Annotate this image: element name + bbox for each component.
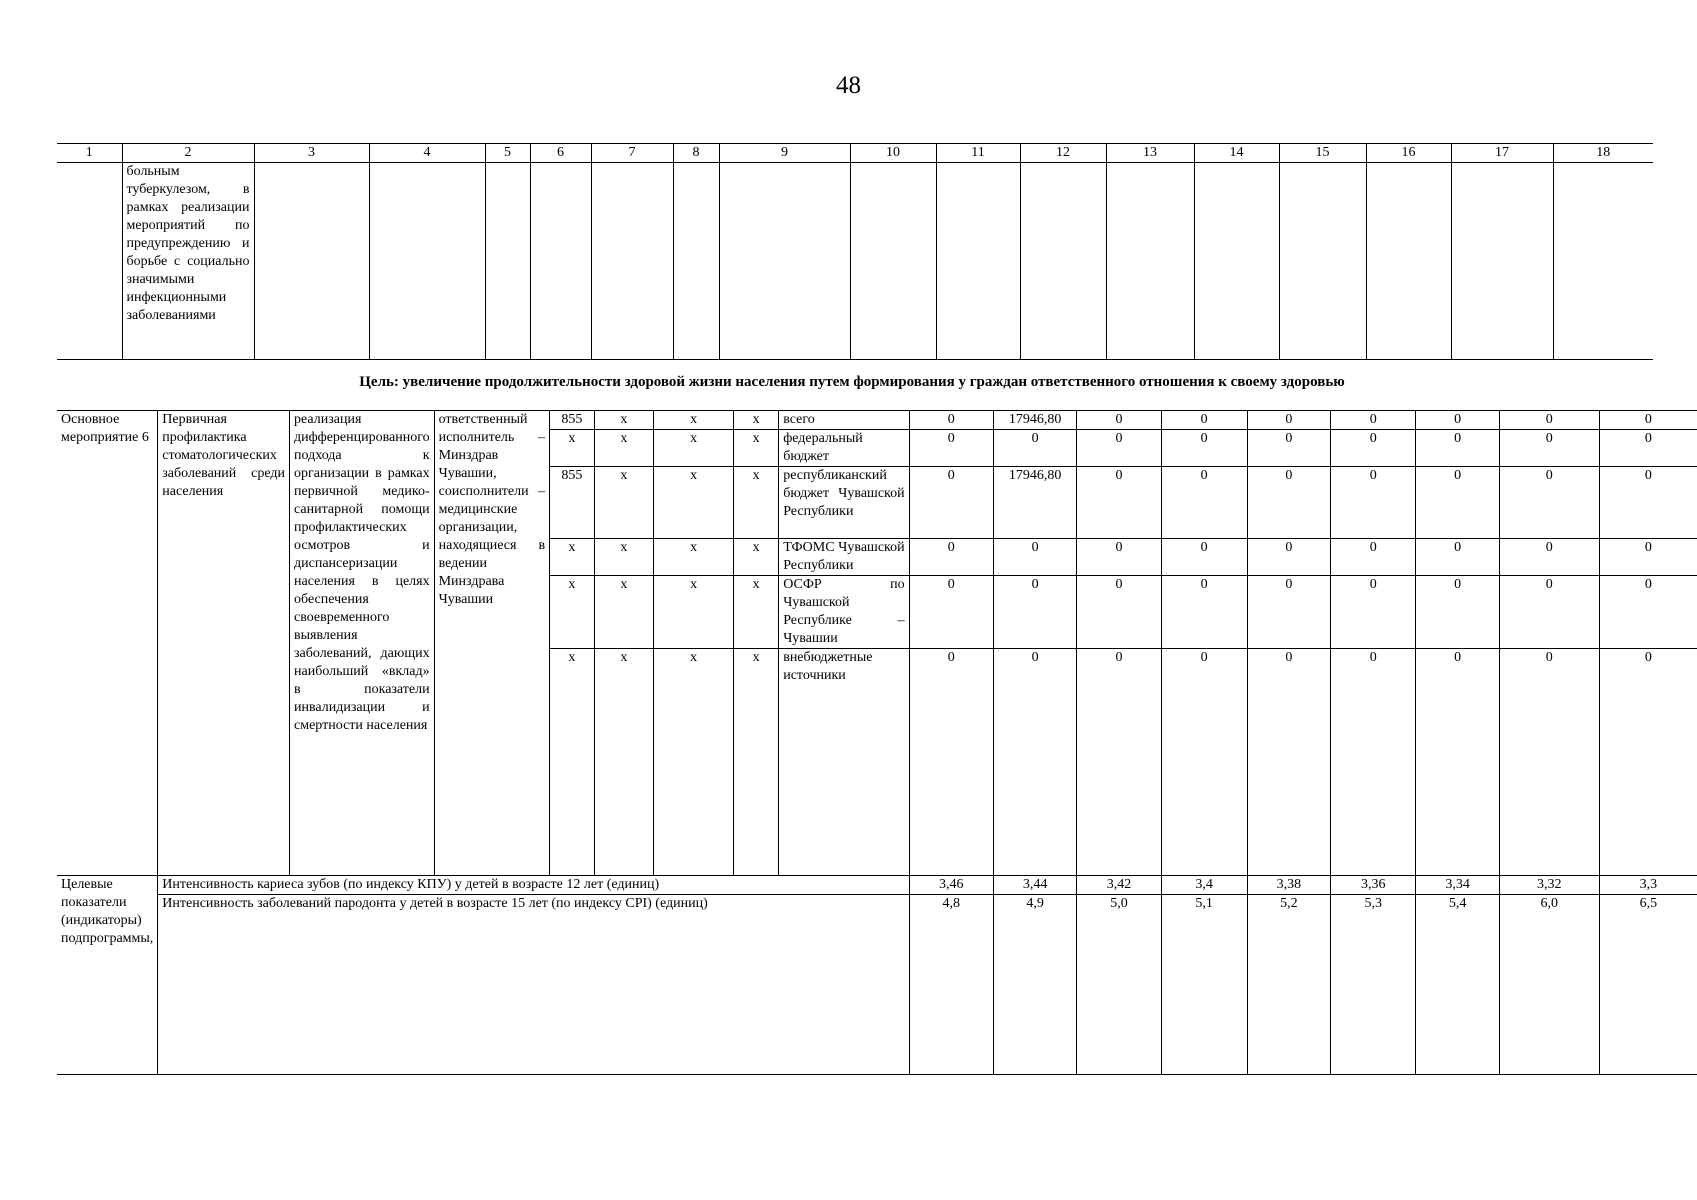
value-cell: 0 <box>1247 430 1330 467</box>
event-name: Основное мероприятие 6 <box>57 411 158 876</box>
value-cell: 0 <box>909 430 993 467</box>
header-cell: 7 <box>591 144 673 163</box>
funding-row <box>57 411 1697 430</box>
code-cell: х <box>594 649 654 876</box>
value-cell: 0 <box>1331 576 1416 649</box>
indicator-value: 5,4 <box>1416 895 1499 1075</box>
continuation-table <box>57 143 1653 360</box>
column-number-row <box>57 144 1653 163</box>
value-cell: 0 <box>1416 430 1499 467</box>
code-cell: х <box>654 411 734 430</box>
indicator-value: 3,44 <box>993 876 1076 895</box>
value-cell: 0 <box>1499 576 1599 649</box>
code-cell: х <box>734 467 779 539</box>
value-cell: 0 <box>1499 649 1599 876</box>
indicator-value: 3,38 <box>1247 876 1330 895</box>
code-cell: х <box>734 539 779 576</box>
value-cell: 0 <box>1161 467 1247 539</box>
header-cell: 18 <box>1553 144 1653 163</box>
indicator-row <box>57 895 1697 1075</box>
indicator-value: 3,42 <box>1077 876 1161 895</box>
value-cell: 0 <box>1599 649 1697 876</box>
value-cell: 0 <box>1077 430 1161 467</box>
code-cell: х <box>734 576 779 649</box>
value-cell: 0 <box>1161 576 1247 649</box>
funding-source: внебюджетные источники <box>779 649 909 876</box>
code-cell: х <box>594 430 654 467</box>
code-cell: х <box>594 539 654 576</box>
value-cell: 0 <box>1077 467 1161 539</box>
event-executor: ответственный исполнитель – Минздрав Чувашии, соисполнители – медицинские организации, находящиеся в ведении Минздрава Чувашии <box>434 411 549 876</box>
value-cell: 0 <box>993 576 1076 649</box>
value-cell: 0 <box>909 649 993 876</box>
page-number: 48 <box>836 72 861 99</box>
value-cell: 0 <box>1499 430 1599 467</box>
indicators-label: Целевые показатели (индикаторы) подпрограммы, <box>57 876 158 1075</box>
header-cell: 3 <box>254 144 369 163</box>
indicator-value: 4,9 <box>993 895 1076 1075</box>
code-cell: х <box>654 649 734 876</box>
event-title: Первичная профилактика стоматологических заболеваний среди населения <box>158 411 290 876</box>
value-cell: 0 <box>1599 430 1697 467</box>
value-cell: 0 <box>1499 467 1599 539</box>
value-cell: 0 <box>1077 576 1161 649</box>
value-cell: 0 <box>1161 430 1247 467</box>
indicator-value: 6,5 <box>1599 895 1697 1075</box>
funding-source: республиканский бюджет Чувашской Республики <box>779 467 909 539</box>
header-cell: 10 <box>850 144 936 163</box>
header-cell: 12 <box>1020 144 1106 163</box>
code-cell: х <box>594 576 654 649</box>
continuation-row <box>57 163 1653 360</box>
value-cell: 0 <box>1331 411 1416 430</box>
code-cell: х <box>654 467 734 539</box>
value-cell: 0 <box>1599 576 1697 649</box>
code-cell: х <box>734 430 779 467</box>
header-cell: 8 <box>673 144 719 163</box>
indicator-name: Интенсивность заболеваний пародонта у детей в возрасте 15 лет (по индексу CPI) (единиц) <box>158 895 909 1075</box>
indicator-value: 3,36 <box>1331 876 1416 895</box>
funding-source: федеральный бюджет <box>779 430 909 467</box>
value-cell: 0 <box>1331 539 1416 576</box>
indicator-name: Интенсивность кариеса зубов (по индексу КПУ) у детей в возрасте 12 лет (единиц) <box>158 876 909 895</box>
indicator-value: 4,8 <box>909 895 993 1075</box>
value-cell: 0 <box>1599 539 1697 576</box>
value-cell: 0 <box>1247 467 1330 539</box>
indicator-row <box>57 876 1697 895</box>
indicator-value: 3,32 <box>1499 876 1599 895</box>
event-table <box>57 410 1697 1075</box>
header-cell: 2 <box>122 144 254 163</box>
code-cell: х <box>654 430 734 467</box>
value-cell: 0 <box>909 576 993 649</box>
value-cell: 0 <box>1599 467 1697 539</box>
indicator-value: 3,46 <box>909 876 993 895</box>
indicator-value: 5,2 <box>1247 895 1330 1075</box>
value-cell: 0 <box>1247 649 1330 876</box>
value-cell: 0 <box>1416 411 1499 430</box>
value-cell: 0 <box>1416 539 1499 576</box>
value-cell: 0 <box>1247 576 1330 649</box>
header-cell: 5 <box>485 144 530 163</box>
value-cell: 0 <box>1331 467 1416 539</box>
value-cell: 0 <box>1499 539 1599 576</box>
header-cell: 11 <box>936 144 1020 163</box>
value-cell: 0 <box>993 430 1076 467</box>
indicator-value: 5,0 <box>1077 895 1161 1075</box>
header-cell: 4 <box>369 144 485 163</box>
value-cell: 0 <box>1077 411 1161 430</box>
header-cell: 1 <box>57 144 122 163</box>
value-cell: 0 <box>1416 576 1499 649</box>
header-cell: 6 <box>530 144 591 163</box>
header-cell: 15 <box>1279 144 1366 163</box>
header-cell: 16 <box>1366 144 1451 163</box>
value-cell: 0 <box>1161 539 1247 576</box>
value-cell: 0 <box>993 539 1076 576</box>
code-cell: х <box>654 576 734 649</box>
indicator-value: 5,3 <box>1331 895 1416 1075</box>
value-cell: 0 <box>1416 467 1499 539</box>
value-cell: 0 <box>1077 539 1161 576</box>
header-cell: 14 <box>1194 144 1279 163</box>
budget-code: х <box>550 430 595 467</box>
budget-code: х <box>550 649 595 876</box>
code-cell: х <box>734 649 779 876</box>
value-cell: 0 <box>1599 411 1697 430</box>
code-cell: х <box>594 411 654 430</box>
budget-code: х <box>550 539 595 576</box>
indicator-value: 5,1 <box>1161 895 1247 1075</box>
code-cell: х <box>734 411 779 430</box>
funding-source: ТФОМС Чувашской Республики <box>779 539 909 576</box>
value-cell: 0 <box>1416 649 1499 876</box>
value-cell: 0 <box>1331 430 1416 467</box>
budget-code: 855 <box>550 467 595 539</box>
value-cell: 0 <box>909 411 993 430</box>
value-cell: 0 <box>1161 649 1247 876</box>
header-cell: 9 <box>719 144 850 163</box>
value-cell: 0 <box>1247 539 1330 576</box>
value-cell: 0 <box>1077 649 1161 876</box>
value-cell: 17946,80 <box>993 411 1076 430</box>
continuation-text: больным туберкулезом, в рамках реализации мероприятий по предупреждению и борьбе с социально значимыми инфекционными заболеваниями <box>122 163 254 360</box>
value-cell: 0 <box>1499 411 1599 430</box>
event-description: реализация дифференцированного подхода к организации в рамках первичной медико-санитарной помощи профилактических осмотров и диспансеризации населения в целях обеспечения своевременного выявления заболеваний, дающих наибольший «вклад» в показатели инвалидизации и смертности населения <box>290 411 435 876</box>
funding-source: всего <box>779 411 909 430</box>
value-cell: 0 <box>1331 649 1416 876</box>
indicator-value: 3,4 <box>1161 876 1247 895</box>
code-cell: х <box>594 467 654 539</box>
indicator-value: 3,3 <box>1599 876 1697 895</box>
value-cell: 0 <box>1247 411 1330 430</box>
value-cell: 0 <box>909 467 993 539</box>
goal-heading: Цель: увеличение продолжительности здоровой жизни населения путем формирования у граждан ответственного отношения к своему здоровью <box>359 374 1345 390</box>
indicator-value: 3,34 <box>1416 876 1499 895</box>
value-cell: 17946,80 <box>993 467 1076 539</box>
header-cell: 17 <box>1451 144 1553 163</box>
value-cell: 0 <box>1161 411 1247 430</box>
value-cell: 0 <box>909 539 993 576</box>
budget-code: х <box>550 576 595 649</box>
funding-source: ОСФР по Чувашской Республике – Чувашии <box>779 576 909 649</box>
budget-code: 855 <box>550 411 595 430</box>
header-cell: 13 <box>1106 144 1194 163</box>
indicator-value: 6,0 <box>1499 895 1599 1075</box>
value-cell: 0 <box>993 649 1076 876</box>
code-cell: х <box>654 539 734 576</box>
